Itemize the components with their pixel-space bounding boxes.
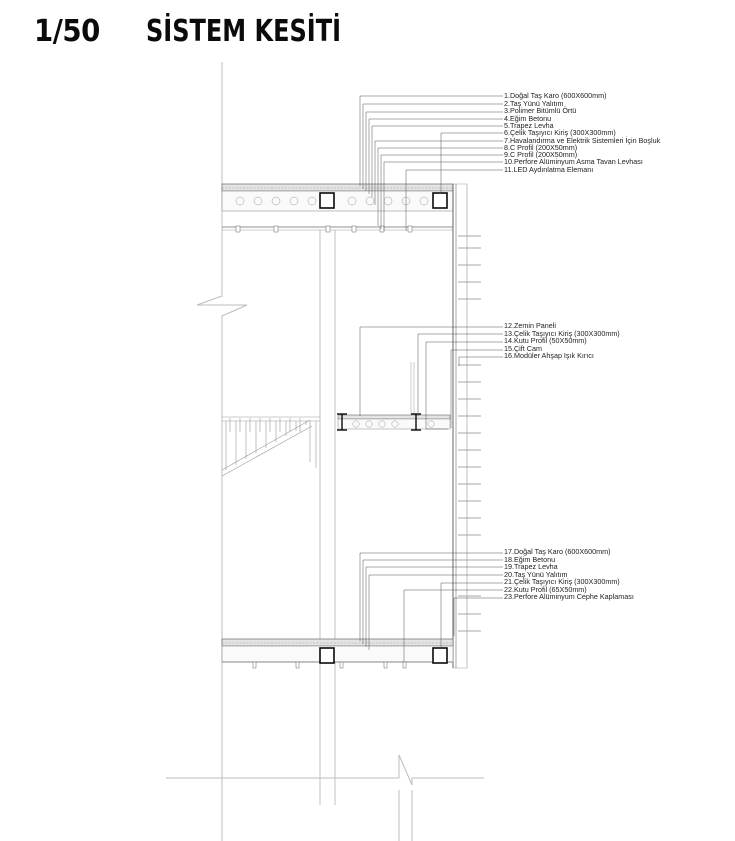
facade xyxy=(453,184,467,668)
leaders-mezzanine xyxy=(360,327,503,429)
legend-item: 17.Doğal Taş Karo (600X600mm) xyxy=(504,547,611,556)
legend-roof xyxy=(504,91,661,174)
legend-item: 8.C Profil (200X50mm) xyxy=(504,143,578,152)
legend-item: 11.LED Aydınlatma Elemanı xyxy=(504,165,594,174)
legend-item: 1.Doğal Taş Karo (600X600mm) xyxy=(504,91,607,100)
legend-item: 14.Kutu Profil (50X50mm) xyxy=(504,336,587,345)
brise-soleil-slats xyxy=(458,236,481,631)
mezzanine-floor xyxy=(338,362,450,429)
legend-item: 7.Havalandırma ve Elektrik Sistemleri İçin Boşluk xyxy=(504,136,661,145)
legend-item: 21.Çelik Taşıyıcı Kiriş (300X300mm) xyxy=(504,577,620,586)
roof-beam-right xyxy=(433,193,447,208)
drawing-title: SİSTEM KESİTİ xyxy=(146,14,342,49)
legend-item: 15.Çift Cam xyxy=(504,344,542,353)
staircase xyxy=(222,417,320,476)
floor-beam-left xyxy=(320,648,334,663)
floor-beam-right xyxy=(433,648,447,663)
building-outline xyxy=(166,62,484,841)
drawing-scale: 1/50 xyxy=(34,14,100,49)
legend-item: 2.Taş Yünü Yalıtım xyxy=(504,99,564,108)
legend-item: 22.Kutu Profil (65X50mm) xyxy=(504,585,587,594)
legend-item: 13.Çelik Taşıyıcı Kiriş (300X300mm) xyxy=(504,329,620,338)
floor-slab xyxy=(222,639,453,668)
legend-floor xyxy=(504,547,634,601)
roof-beam-left xyxy=(320,193,334,208)
legend-item: 20.Taş Yünü Yalıtım xyxy=(504,570,568,579)
roof-slab xyxy=(222,184,453,232)
legend-item: 16.Modüler Ahşap Işık Kırıcı xyxy=(504,351,594,360)
legend-item: 9.C Profil (200X50mm) xyxy=(504,150,578,159)
columns xyxy=(320,230,335,805)
legend-item: 12.Zemin Paneli xyxy=(504,321,556,330)
legend-item: 6.Çelik Taşıyıcı Kiriş (300X300mm) xyxy=(504,128,616,137)
legend-item: 3.Polimer Bitümlü Örtü xyxy=(504,106,577,115)
legend-item: 23.Perfore Alüminyum Cephe Kaplaması xyxy=(504,592,634,601)
legend-item: 19.Trapez Levha xyxy=(504,562,558,571)
legend-item: 10.Perfore Alüminyum Asma Tavan Levhası xyxy=(504,157,643,166)
legend-item: 18.Eğim Betonu xyxy=(504,555,556,564)
legend-item: 5.Trapez Levha xyxy=(504,121,554,130)
legend-mezzanine xyxy=(504,321,620,360)
legend-item: 4.Eğim Betonu xyxy=(504,114,552,123)
